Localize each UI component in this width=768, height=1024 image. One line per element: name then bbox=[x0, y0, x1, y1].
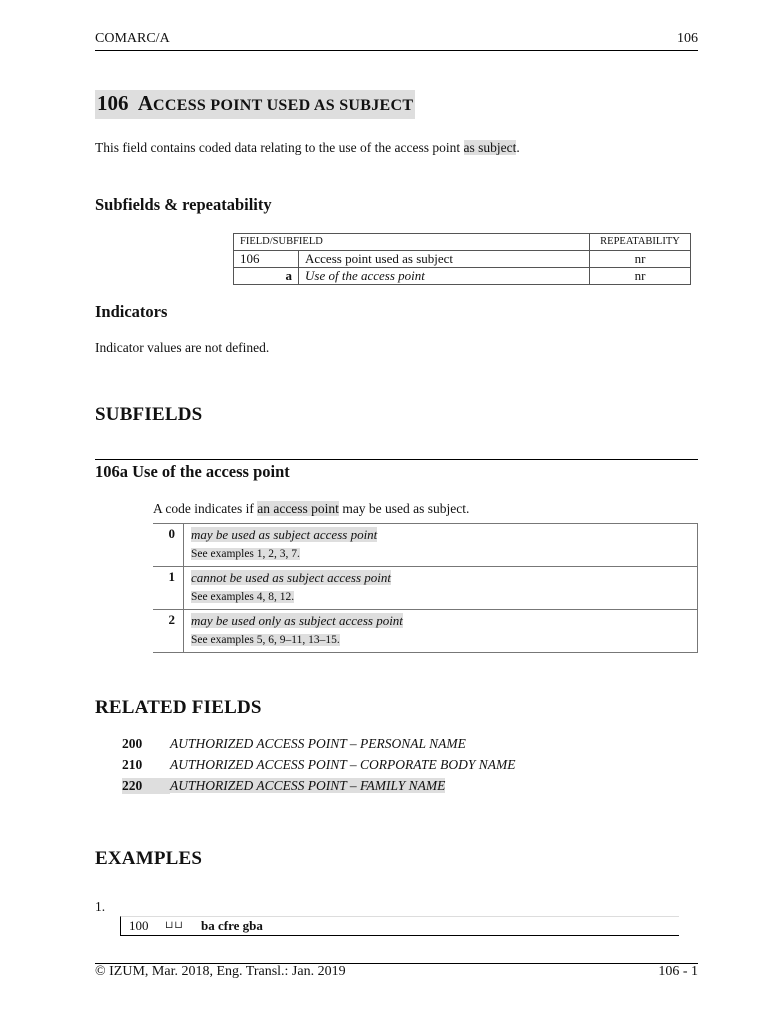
related-field-item[interactable] bbox=[122, 778, 445, 794]
row-repeatability: nr bbox=[590, 268, 691, 285]
row-code: a bbox=[234, 268, 299, 285]
related-field-item[interactable] bbox=[122, 757, 516, 773]
example-tag: 100 bbox=[129, 918, 149, 933]
row-label: Use of the access point bbox=[299, 268, 590, 285]
examples-heading: EXAMPLES bbox=[95, 848, 203, 869]
related-field-title: AUTHORIZED ACCESS POINT – FAMILY NAME bbox=[170, 778, 446, 793]
intro-text: This field contains coded data relating to the use of the access point bbox=[95, 140, 464, 155]
code-description bbox=[184, 610, 698, 653]
related-field-item[interactable] bbox=[122, 736, 466, 752]
indicators-text: Indicator values are not defined. bbox=[95, 340, 270, 355]
code-description bbox=[184, 567, 698, 610]
intro-end: . bbox=[516, 140, 520, 155]
field-title bbox=[95, 90, 415, 119]
code-value: 1 bbox=[153, 567, 184, 610]
table-row bbox=[234, 251, 691, 268]
subfield-a-heading: 106a Use of the access point bbox=[95, 462, 290, 481]
subfield-a-intro-highlight: an access point bbox=[257, 501, 339, 516]
field-title-rest: CCESS POINT USED AS SUBJECT bbox=[153, 97, 414, 114]
footer-page-number: 106 - 1 bbox=[658, 964, 698, 979]
repeatability-table bbox=[233, 233, 691, 285]
subfield-a-intro-text: A code indicates if bbox=[153, 501, 258, 516]
subfields-section-heading: SUBFIELDS bbox=[95, 404, 203, 425]
code-see-examples: See examples 1, 2, 3, 7. bbox=[191, 548, 300, 560]
code-meaning: may be used only as subject access point bbox=[191, 613, 403, 628]
field-number: 106 bbox=[97, 91, 129, 115]
code-value: 2 bbox=[153, 610, 184, 653]
field-title-initial: A bbox=[137, 91, 154, 115]
subfields-repeatability-heading: Subfields & repeatability bbox=[95, 195, 272, 214]
subfield-rule bbox=[95, 459, 698, 460]
code-see-examples: See examples 5, 6, 9–11, 13–15. bbox=[191, 634, 340, 646]
example-number: 1. bbox=[95, 899, 106, 914]
header-page-number: 106 bbox=[677, 31, 698, 46]
table-row bbox=[234, 268, 691, 285]
footer-copyright: © IZUM, Mar. 2018, Eng. Transl.: Jan. 2019 bbox=[95, 964, 346, 979]
row-repeatability: nr bbox=[590, 251, 691, 268]
code-value: 0 bbox=[153, 524, 184, 567]
related-field-title: AUTHORIZED ACCESS POINT – PERSONAL NAME bbox=[170, 736, 466, 751]
related-field-tag: 200 bbox=[122, 736, 143, 751]
code-row bbox=[153, 567, 698, 610]
example-value: ba cfre gba bbox=[201, 918, 263, 933]
intro-paragraph bbox=[95, 139, 520, 157]
code-description bbox=[184, 524, 698, 567]
subfield-a-intro-end: may be used as subject. bbox=[338, 501, 470, 516]
code-row bbox=[153, 610, 698, 653]
subfield-a-intro bbox=[153, 500, 469, 518]
table-header-row bbox=[234, 234, 691, 251]
header-rule bbox=[95, 50, 698, 51]
row-code: 106 bbox=[234, 251, 299, 268]
row-label: Access point used as subject bbox=[299, 251, 590, 268]
example-indicators: ⊔⊔ bbox=[165, 920, 184, 931]
field-subfield-header: FIELD/SUBFIELD bbox=[234, 234, 590, 251]
code-see-examples: See examples 4, 8, 12. bbox=[191, 591, 295, 603]
code-meaning: cannot be used as subject access point bbox=[191, 570, 392, 585]
example-record bbox=[120, 916, 679, 936]
code-meaning: may be used as subject access point bbox=[191, 527, 378, 542]
related-field-tag: 220 bbox=[122, 778, 170, 794]
related-field-tag: 210 bbox=[122, 757, 143, 772]
related-field-title: AUTHORIZED ACCESS POINT – CORPORATE BODY NAME bbox=[170, 757, 516, 772]
repeatability-header: REPEATABILITY bbox=[590, 234, 691, 251]
code-row bbox=[153, 524, 698, 567]
header-left: COMARC/A bbox=[95, 31, 170, 46]
indicators-heading: Indicators bbox=[95, 302, 168, 321]
code-table bbox=[153, 523, 698, 653]
related-fields-heading: RELATED FIELDS bbox=[95, 697, 262, 718]
intro-highlight: as subject bbox=[463, 140, 517, 155]
